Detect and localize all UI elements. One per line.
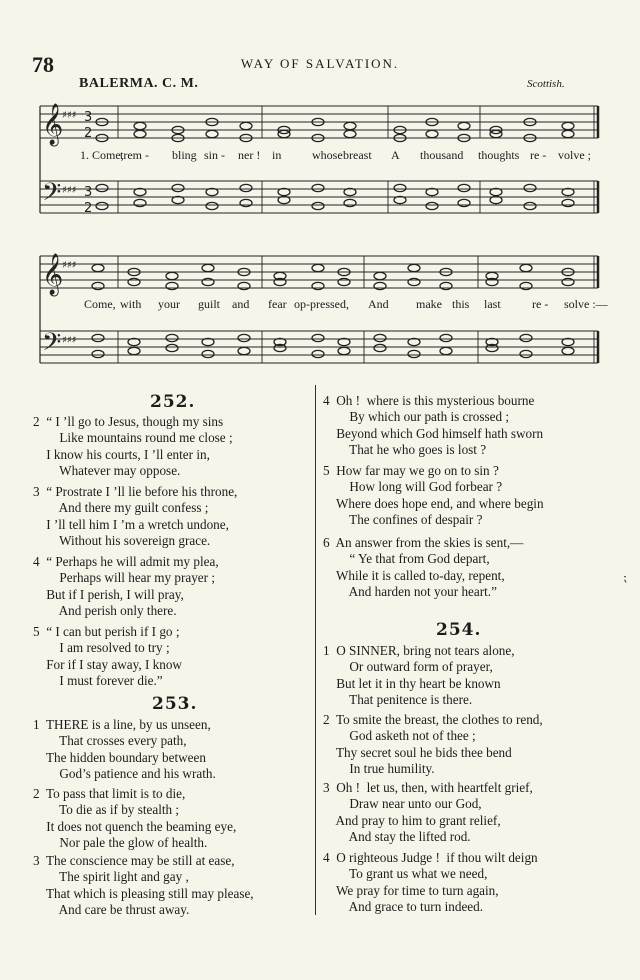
lyric-system-1-word: sin - [204,148,225,162]
hymn-254-verse-3: 3 Oh ! let us, then, with heartfelt grief, Draw near unto our God, And pray to him to grant relief, And stay the lifted rod. [323,780,533,845]
tune-name: BALERMA. C. M. [79,76,199,91]
notehead [172,184,184,191]
music-score [0,0,640,380]
hymn-254-verse-4: 4 O righteous Judge ! if thou wilt deign To grant us what we need, We pray for time to turn again, And grace to turn indeed. [323,850,538,915]
treble-clef-icon: 𝄞 [42,104,64,145]
notehead [166,344,178,351]
notehead [172,196,184,203]
notehead [166,272,178,279]
lyric-system-2-word: Come, [84,297,116,311]
notehead [344,130,356,137]
lyric-system-2-word: your [158,297,180,311]
notehead [202,338,214,345]
hymn-253-verse-1: 1 THERE is a line, by us unseen, That crosses every path, The hidden boundary between God’s patience and his wrath. [33,717,216,782]
notehead [128,338,140,345]
notehead [92,350,104,357]
lyric-system-1-word: whose [312,148,343,162]
notehead [240,199,252,206]
notehead [490,196,502,203]
notehead [96,202,108,209]
notehead [312,334,324,341]
lyric-system-1-word: 1. Come, [80,148,124,162]
lyric-system-1-word: thousand [420,148,464,162]
notehead [92,282,104,289]
notehead [394,184,406,191]
notehead [238,334,250,341]
key-signature-icon: ♯♯♯ [62,335,77,346]
notehead [408,350,420,357]
notehead [238,347,250,354]
notehead [128,278,140,285]
hymn-number-252: 252. [150,392,196,412]
lyric-system-2-word: and [232,297,250,311]
notehead [338,347,350,354]
notehead [202,350,214,357]
hymn-number-253: 253. [152,694,198,714]
running-head: WAY OF SALVATION. [240,56,400,71]
lyric-system-1-word: bling [172,148,197,162]
notehead [426,188,438,195]
lyric-system-2-word: with [120,297,142,311]
notehead [562,347,574,354]
lyric-system-2-word: solve :— [564,297,608,311]
notehead [458,184,470,191]
notehead [312,264,324,271]
time-signature: 3 [84,185,93,200]
notehead [520,350,532,357]
hymn-253-verse-5: 5 How far may we go on to sin ? How long will God forbear ? Where does hope end, and where begin The confines of despair ? [323,463,544,528]
notehead [312,184,324,191]
notehead [562,122,574,129]
printer-mark: ⁏ [623,570,628,584]
hymn-252-verse-5: 5 “ I can but perish if I go ; I am resolved to try ; For if I stay away, I know I must forever die.” [33,624,182,689]
page-number: 78 [32,52,54,77]
key-signature-icon: ♯♯♯ [62,110,77,121]
notehead [128,347,140,354]
lyric-system-1-word: A [391,148,400,162]
notehead [134,188,146,195]
notehead [240,184,252,191]
notehead [520,334,532,341]
notehead [206,202,218,209]
hymn-number-254: 254. [436,620,482,640]
notehead [458,122,470,129]
hymn-253-verse-6: 6 An answer from the skies is sent,— “ Ye that from God depart, While it is called to-day, repent, And harden not your heart.” [323,535,524,600]
notehead [408,264,420,271]
key-signature-icon: ♯♯♯ [62,260,77,271]
lyric-system-1-word: trem - [120,148,149,162]
notehead [202,278,214,285]
notehead [440,347,452,354]
notehead [374,272,386,279]
notehead [440,282,452,289]
notehead [374,334,386,341]
notehead [440,334,452,341]
lyric-system-1-word: volve ; [558,148,591,162]
time-signature: 3 [84,110,93,125]
hymn-252-verse-4: 4 “ Perhaps he will admit my plea, Perhaps will hear my prayer ; But if I perish, I will pray, And perish only there. [33,554,219,619]
hymn-252-verse-3: 3 “ Prostrate I ’ll lie before his throne, And there my guilt confess ; I ’ll tell him I ’m a wretch undone, Without his sovereign grace. [33,484,238,549]
notehead [96,184,108,191]
notehead [408,338,420,345]
lyric-system-2-word: fear [268,297,287,311]
notehead [238,282,250,289]
notehead [338,278,350,285]
bass-clef-icon: 𝄢 [42,178,62,213]
notehead [134,122,146,129]
notehead [562,188,574,195]
treble-clef-icon: 𝄞 [42,254,64,295]
notehead [562,278,574,285]
lyric-system-2-word: last [484,297,501,311]
hymn-253-verse-4: 4 Oh ! where is this mysterious bourne By which our path is crossed ; Beyond which God himself hath sworn That he who goes is lost ? [323,393,544,458]
notehead [206,188,218,195]
lyric-system-2-word: And [368,297,389,311]
notehead [206,130,218,137]
notehead [408,278,420,285]
time-signature: 2 [84,126,93,141]
notehead [520,282,532,289]
lyric-system-2-word: make [416,297,442,311]
hymn-253-verse-2: 2 To pass that limit is to die, To die as if by stealth ; It does not quench the beaming eye, Nor pale the glow of health. [33,786,237,851]
notehead [374,282,386,289]
lyric-system-2-word: guilt [198,297,221,311]
notehead [344,122,356,129]
notehead [344,199,356,206]
hymn-254-verse-1: 1 O SINNER, bring not tears alone, Or outward form of prayer, But let it in thy heart be known That penitence is there. [323,643,515,708]
notehead [374,344,386,351]
notehead [134,130,146,137]
lyric-system-1-word: ner ! [238,148,261,162]
notehead [562,199,574,206]
notehead [278,188,290,195]
notehead [338,338,350,345]
notehead [92,334,104,341]
notehead [524,202,536,209]
notehead [312,202,324,209]
column-divider [315,385,316,915]
notehead [240,122,252,129]
lyric-system-2-word: re - [532,297,549,311]
notehead [166,334,178,341]
notehead [312,350,324,357]
notehead [490,188,502,195]
notehead [344,188,356,195]
tune-origin: Scottish. [527,78,565,90]
lyric-system-2-word: op-pressed, [294,297,349,311]
notehead [394,196,406,203]
hymn-252-verse-2: 2 “ I ’ll go to Jesus, though my sins Like mountains round me close ; I know his courts, I ’ll enter in, Whatever may oppose. [33,414,233,479]
notehead [426,202,438,209]
time-signature: 2 [84,201,93,216]
notehead [562,338,574,345]
hymn-254-verse-2: 2 To smite the breast, the clothes to rend, God asketh not of thee ; Thy secret soul he bids thee bend In true humility. [323,712,543,777]
notehead [562,130,574,137]
lyric-system-1-word: in [272,148,282,162]
notehead [202,264,214,271]
bass-clef-icon: 𝄢 [42,328,62,363]
lyric-system-1-word: re - [530,148,547,162]
notehead [458,199,470,206]
notehead [520,264,532,271]
notehead [278,196,290,203]
notehead [426,130,438,137]
notehead [312,282,324,289]
hymn-253-verse-3: 3 The conscience may be still at ease, The spirit light and gay , That which is pleasing still may please, And care be thrust away. [33,853,254,918]
key-signature-icon: ♯♯♯ [62,185,77,196]
lyric-system-2-word: this [452,297,470,311]
notehead [524,184,536,191]
lyric-system-1-word: thoughts [478,148,520,162]
notehead [134,199,146,206]
lyric-system-1-word: breast [343,148,372,162]
notehead [166,282,178,289]
notehead [92,264,104,271]
